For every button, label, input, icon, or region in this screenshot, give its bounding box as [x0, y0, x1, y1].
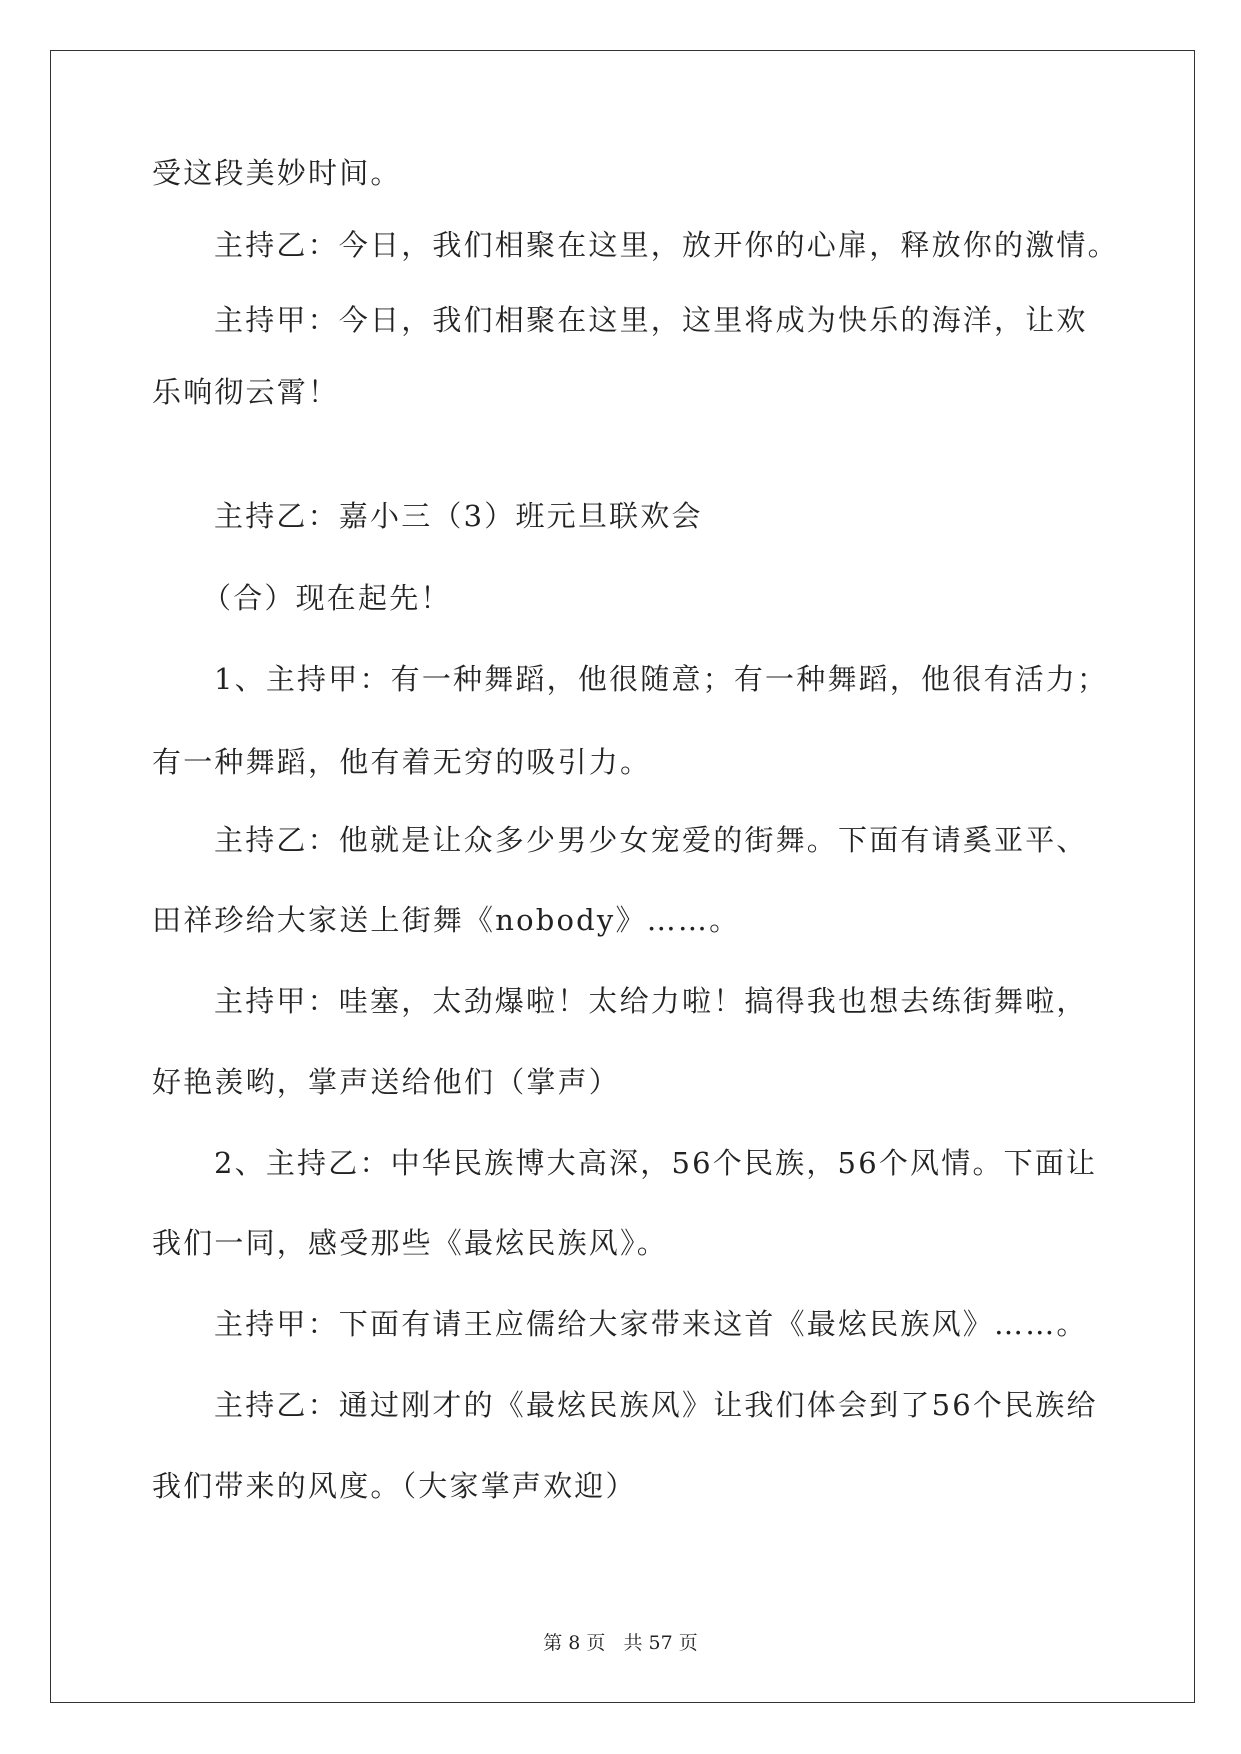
- page-border: [50, 50, 1195, 1703]
- text-line-7: 1、主持甲：有一种舞蹈，他很随意；有一种舞蹈，他很有活力；: [214, 662, 1109, 696]
- text-line-12: 好艳羡哟，掌声送给他们（掌声）: [152, 1065, 621, 1099]
- text-line-6: （合）现在起先！: [202, 581, 452, 615]
- text-line-5: 主持乙：嘉小三（3）班元旦联欢会: [214, 499, 703, 533]
- text-line-10: 田祥珍给大家送上街舞《nobody》……。: [152, 903, 741, 937]
- text-line-9: 主持乙：他就是让众多少男少女宠爱的街舞。下面有请奚亚平、: [214, 823, 1088, 857]
- page-number-footer: 第 8 页 共 57 页: [543, 1632, 698, 1654]
- text-line-14: 我们一同，感受那些《最炫民族风》。: [152, 1226, 668, 1260]
- text-line-3: 主持甲：今日，我们相聚在这里，这里将成为快乐的海洋，让欢: [214, 303, 1088, 337]
- text-line-16: 主持乙：通过刚才的《最炫民族风》让我们体会到了56个民族给: [214, 1388, 1098, 1422]
- text-line-4: 乐响彻云霄！: [152, 375, 340, 409]
- text-line-11: 主持甲：哇塞，太劲爆啦！太给力啦！搞得我也想去练街舞啦，: [214, 984, 1088, 1018]
- text-line-2: 主持乙：今日，我们相聚在这里，放开你的心扉，释放你的激情。: [214, 228, 1119, 262]
- text-line-13: 2、主持乙：中华民族博大高深，56个民族，56个风情。下面让: [214, 1146, 1098, 1180]
- text-line-1: 受这段美妙时间。: [152, 156, 402, 190]
- text-line-8: 有一种舞蹈，他有着无穷的吸引力。: [152, 745, 652, 779]
- text-line-17: 我们带来的风度。（大家掌声欢迎）: [152, 1469, 637, 1503]
- text-line-15: 主持甲：下面有请王应儒给大家带来这首《最炫民族风》……。: [214, 1307, 1088, 1341]
